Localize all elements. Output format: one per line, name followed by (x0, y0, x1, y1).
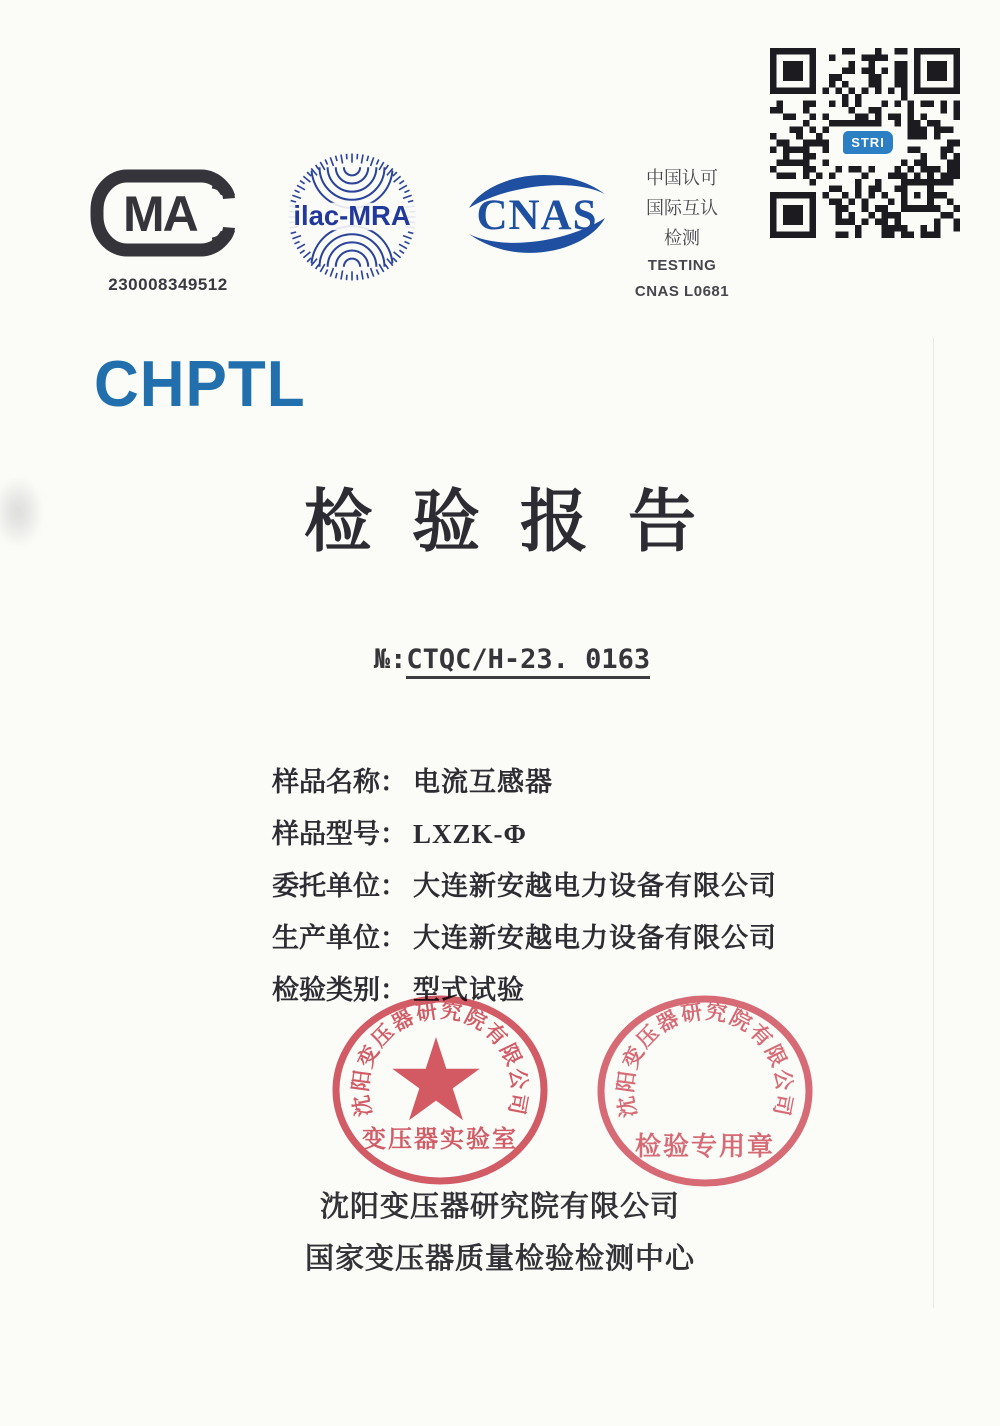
cnas-logo-icon (462, 168, 612, 260)
cnas-mark (462, 168, 612, 260)
seal-right-caption: 检验专用章 (634, 1132, 776, 1161)
field-row-sample-model (272, 808, 777, 860)
field-value: 大连新安越电力设备有限公司 (413, 871, 777, 901)
field-label: 委托单位： (272, 871, 407, 901)
seal-ring-text: 沈阳变压器研究院有限公司 (348, 998, 532, 1119)
accreditation-text-block (622, 163, 742, 305)
issuing-organization: 沈阳变压器研究院有限公司 (319, 1191, 680, 1223)
field-value: 型式试验 (413, 975, 525, 1005)
report-number-value: CTQC/H-23. 0163 (406, 644, 650, 679)
field-label: 生产单位： (272, 923, 407, 953)
seal-graphics (300, 975, 840, 1215)
ilac-mra-logo-text: ilac-MRA (293, 200, 411, 232)
field-value: LXZK-Φ (413, 819, 527, 849)
accreditation-line: TESTING (647, 257, 717, 274)
cma-logo-icon (88, 164, 248, 264)
accreditation-line: CNAS L0681 (634, 283, 730, 300)
accreditation-line: 国际互认 (646, 198, 718, 218)
page-title: 检验报告 (303, 484, 736, 560)
field-row-manufacturer-unit (272, 912, 777, 964)
field-value: 大连新安越电力设备有限公司 (413, 923, 777, 953)
field-label: 样品型号： (272, 819, 407, 849)
cma-mark (88, 164, 248, 295)
official-seals (300, 975, 840, 1215)
report-number-prefix: №: (373, 644, 407, 675)
field-label: 检验类别： (272, 975, 407, 1005)
seal-left-caption: 变压器实验室 (362, 1127, 518, 1153)
qr-center-badge: STRI (843, 131, 893, 154)
seal-left-lab (336, 998, 544, 1181)
field-label: 样品名称： (272, 767, 407, 797)
cma-certificate-number: 230008349512 (108, 275, 228, 294)
qr-code (770, 48, 960, 238)
ilac-mra-mark (286, 151, 418, 283)
field-row-client-unit (272, 860, 777, 912)
seal-ring-text: 沈阳变压器研究院有限公司 (613, 999, 797, 1120)
field-row-sample-name (272, 756, 777, 808)
cnas-logo-text: CNAS (476, 192, 598, 239)
ilac-mra-logo-icon (286, 151, 418, 283)
cma-logo-text: MA (123, 186, 197, 242)
seal-star-icon (392, 1037, 479, 1120)
lab-brand-logo: CHPTL (94, 349, 306, 421)
report-number (0, 644, 1000, 675)
accreditation-line: 检测 (664, 228, 700, 248)
accreditation-line: 中国认可 (646, 168, 718, 188)
testing-center-name: 国家变压器质量检验检测中心 (304, 1243, 695, 1275)
seal-right-inspection (601, 999, 809, 1183)
field-value: 电流互感器 (413, 767, 553, 797)
